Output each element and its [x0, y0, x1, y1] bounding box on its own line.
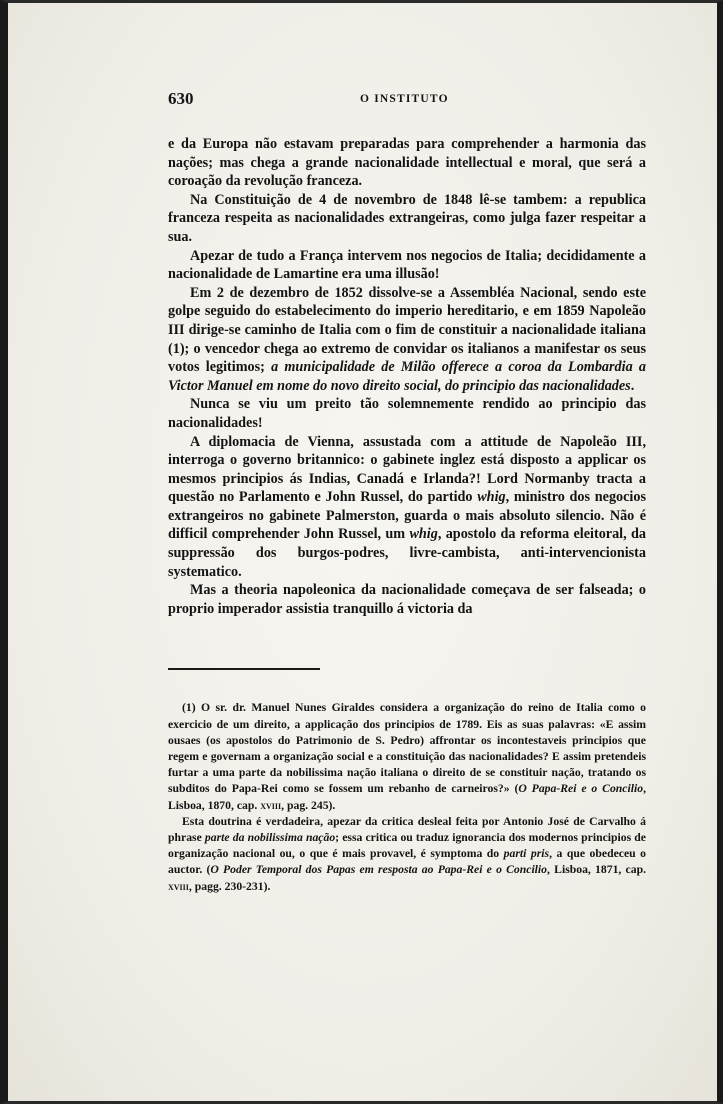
paragraph-6-text-c: , ministro dos negocios extrangeiros no gabinete Palmerston, guarda o mais absoluto silencio. Não é difficil comprehender John Russel, um — [168, 489, 646, 543]
footnote-1 — [168, 700, 646, 813]
footnote-2-text-e: , a que obedeceu o auctor. ( — [168, 847, 646, 877]
paragraph-6 — [168, 433, 646, 582]
page-number: 630 — [168, 89, 194, 108]
footnote-2 — [168, 814, 646, 895]
footnote-2-title: O Poder Temporal dos Papas em resposta ao Papa-Rei e o Concilio — [210, 863, 548, 877]
paragraph-6-italic-whig-1: whig — [477, 489, 506, 506]
paragraph-6-italic-whig-2: whig — [409, 526, 438, 543]
paragraph-4-italic: a municipalidade de Milão offerece a coroa da Lombardia a Victor Manuel em nome do novo direito social, do principio das nacionalidades — [168, 359, 646, 394]
footnote-2-parti-pris: parti pris — [503, 847, 550, 861]
book-page — [168, 89, 646, 895]
footnote-2-text-a: Esta doutrina é verdadeira, apezar da critica desleal feita por Antonio José de Carvalho á phrase — [168, 814, 646, 845]
paragraph-4 — [168, 284, 646, 396]
footnote-rule — [168, 668, 320, 670]
paragraph-5: Nunca se viu um preito tão solemnemente rendido ao principio das nacionalidades! — [168, 396, 646, 431]
paragraph-2: Na Constituição de 4 de novembro de 1848 lê-se tambem: a republica franceza respeita as nacionalidades extrangeiras, como julga fazer respeitar a sua. — [168, 191, 646, 245]
paragraph-4-end: . — [630, 377, 635, 394]
body-text — [168, 135, 646, 618]
footnote-2-text-g: , Lisboa, 1871, cap. — [547, 863, 646, 877]
paragraph-6-text-a: A diplomacia de Vienna, assustada com a attitude de Napoleão III, interroga o governo britannico: o gabinete inglez está disposto a applicar os mesmos principios ás Indias, Canadá e Irlanda?! Lord Normanby tracta a questão no Parlamento e John Russel, do partido — [168, 433, 646, 506]
footnote-1-text-c: , Lisboa, 1870, cap. — [168, 782, 646, 812]
footnote-1-text-a: (1) O sr. dr. Manuel Nunes Giraldes considera a organização do reino de Italia como o exercicio de um direito, a applicação dos principios de 1789. Eis as suas palavras: «E assim ousaes (os apostolos do Patrimonio de S. Pedro) affrontar os incontestaveis principios que regem e governam a organização social e a constituição das nacionalidades? E assim pretendeis furtar a uma parte da nobilissima nação italiana o direito de se constituir nação, tratando os subditos do Papa-Rei como se fossem um rebanho de carneiros?» ( — [168, 701, 646, 796]
footnote-1-text-e: , pag. 245). — [281, 798, 336, 812]
footnote-2-text-c: ; essa critica ou traduz ignorancia dos modernos principios de organização nacional ou, o que é mais provavel, é symptoma do — [168, 831, 646, 861]
running-title: O INSTITUTO — [360, 93, 449, 105]
paragraph-7: Mas a theoria napoleonica da nacionalidade começava de ser falseada; o proprio imperador assistia tranquillo á victoria da — [168, 582, 646, 617]
footnote-1-chapter: xviii — [260, 798, 282, 812]
paragraph-1: e da Europa não estavam preparadas para comprehender a harmonia das nações; mas chega a grande nacionalidade intellectual e moral, que será a coroação da revolução franceza. — [168, 136, 646, 190]
footnotes — [168, 700, 646, 894]
footnote-2-phrase: parte da nobilissima nação — [204, 831, 336, 845]
paragraph-4-text: Em 2 de dezembro de 1852 dissolve-se a Assembléa Nacional, sendo este golpe seguido do estabelecimento do imperio hereditario, e em 1859 Napoleão III dirige-se caminho de Italia com o fim de constituir a nacionalidade italiana (1); o vencedor chega ao extremo de convidar os italianos a manifestar os seus votos legitimos; — [168, 284, 646, 376]
paragraph-3: Apezar de tudo a França intervem nos negocios de Italia; decididamente a nacionalidade de Lamartine era uma illusão! — [168, 247, 646, 283]
paragraph-6-text-e: , apostolo da reforma eleitoral, da suppressão dos burgos-podres, livre-cambista, anti-intervencionista systematico. — [168, 526, 646, 580]
footnote-1-title: O Papa-Rei e o Concilio — [518, 782, 644, 796]
footnote-2-chapter: xviii — [168, 879, 189, 893]
footnote-2-text-i: , pagg. 230-231). — [188, 879, 271, 893]
running-head — [168, 89, 646, 111]
